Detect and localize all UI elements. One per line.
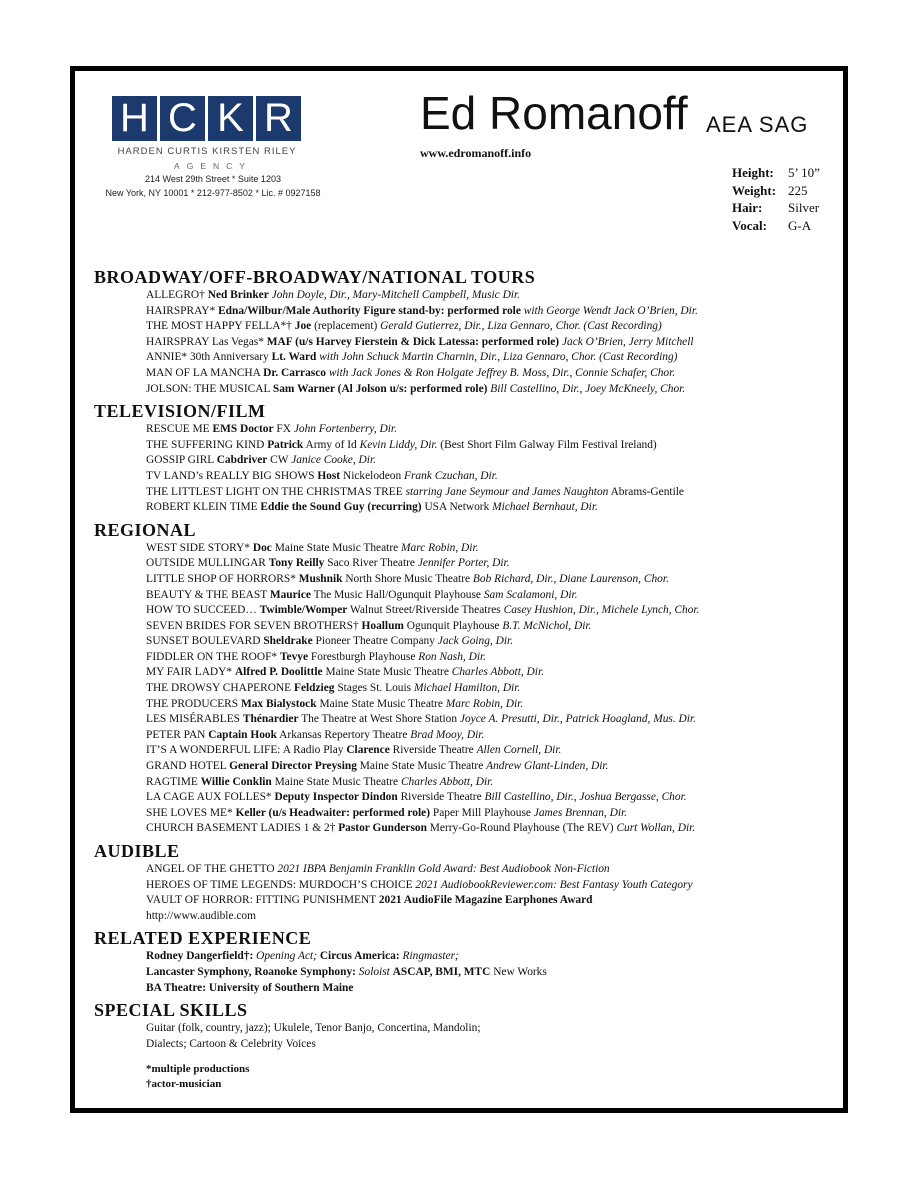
credit-role: Edna/Wilbur/Male Authority Figure stand-by: performed role [218, 304, 521, 317]
credit-detail: Pioneer Theatre Company [315, 635, 435, 648]
credit-title: GRAND HOTEL [146, 760, 227, 773]
credit-entry [146, 878, 834, 894]
credit-role: MAF (u/s Harvey Fierstein & Dick Latessa: performed role) [266, 335, 560, 348]
credit-detail: Maine State Music Theatre [274, 541, 399, 554]
credit-role: Maurice [269, 588, 311, 601]
credit-entry [146, 304, 834, 320]
credit-credits: John Fortenberry, Dir. [293, 423, 397, 436]
logo-letter-h: H [112, 96, 157, 141]
credit-credits: Casey Hushion, Dir., Michele Lynch, Chor. [503, 604, 700, 617]
credit-detail: FX [276, 423, 291, 436]
credit-entry [146, 712, 834, 728]
credit-title: MAN OF LA MANCHA [146, 366, 261, 379]
credit-title: ROBERT KLEIN TIME [146, 501, 258, 514]
credit-detail: Maine State Music Theatre [274, 775, 399, 788]
credit-credits: Jack O’Brien, Jerry Mitchell [561, 335, 694, 348]
credit-credits: Joyce A. Presutti, Dir., Patrick Hoagland, Mus. Dir. [459, 713, 696, 726]
logo-letter-c: C [160, 96, 205, 141]
credit-title: Guitar (folk, country, jazz); Ukulele, Tenor Banjo, Concertina, Mandolin; [146, 1022, 481, 1035]
credit-credits: Curt Wollan, Dir. [616, 822, 696, 835]
agency-address-2: New York, NY 10001 * 212-977-8502 * Lic. # 0927158 [105, 188, 321, 198]
credit-role: Lt. Ward [271, 351, 317, 364]
credit-credits: Sam Scalamoni, Dir. [483, 588, 578, 601]
credit-entry [146, 485, 834, 501]
credit-role: Sheldrake [263, 635, 313, 648]
credit-credits: Allen Cornell, Dir. [476, 744, 562, 757]
credit-entry [146, 366, 834, 382]
credit-detail: The Music Hall/Ogunquit Playhouse [313, 588, 481, 601]
credit-credits: Bill Castellino, Dir., Joey McKneely, Chor. [490, 382, 686, 395]
credit-credits: Brad Mooy, Dir. [410, 728, 485, 741]
credit-extra-role: ASCAP, BMI, MTC [392, 965, 491, 978]
credit-credits: 2021 AudiobookReviewer.com: Best Fantasy Youth Category [415, 878, 693, 891]
credit-credits: John Doyle, Dir., Mary-Mitchell Campbell, Music Dir. [271, 289, 520, 301]
credit-title: HAIRSPRAY* [146, 304, 216, 317]
resume-section [94, 999, 834, 1052]
credit-title: WEST SIDE STORY* [146, 541, 251, 554]
agency-subtitle: AGENCY [174, 161, 252, 171]
credit-role: 2021 AudioFile Magazine Earphones Award [378, 894, 593, 907]
credit-title: SHE LOVES ME* [146, 806, 233, 819]
credit-entry [146, 893, 834, 909]
credit-entry [146, 1021, 834, 1037]
credit-entry [146, 806, 834, 822]
credit-detail: Arkansas Repertory Theatre [279, 728, 408, 741]
credit-extra: New Works [493, 965, 547, 978]
credit-entry [146, 681, 834, 697]
credit-credits: Andrew Glant-Linden, Dir. [486, 760, 609, 773]
credit-title: VAULT OF HORROR: FITTING PUNISHMENT [146, 894, 376, 907]
resume-body [94, 266, 834, 1055]
credit-detail: Nickelodeon [342, 469, 402, 482]
credit-title: ANNIE* 30th Anniversary [146, 351, 269, 364]
credit-title: PETER PAN [146, 728, 206, 741]
credit-detail: USA Network [424, 501, 490, 514]
credit-title: THE SUFFERING KIND [146, 438, 265, 451]
credit-extra: Abrams-Gentile [610, 485, 684, 498]
credit-role: Sam Warner (Al Jolson u/s: performed role) [272, 382, 488, 395]
credit-title: HOW TO SUCCEED… [146, 604, 257, 617]
credit-title: ALLEGRO† [146, 289, 205, 301]
credit-credits: Marc Robin, Dir. [401, 541, 479, 554]
credit-detail: Stages St. Louis [337, 682, 412, 695]
section-title: TELEVISION/FILM [94, 401, 266, 422]
credit-credits: Jennifer Porter, Dir. [417, 557, 510, 570]
credit-detail: Maine State Music Theatre [319, 697, 443, 710]
credit-entry [146, 650, 834, 666]
credit-title: LITTLE SHOP OF HORRORS* [146, 572, 296, 585]
credit-role: Eddie the Sound Guy (recurring) [260, 501, 422, 514]
credit-credits: Michael Hamilton, Dir. [413, 682, 521, 695]
credit-role: Alfred P. Doolittle [234, 666, 323, 679]
credit-role: Ned Brinker [207, 289, 269, 301]
credit-entry [146, 909, 834, 925]
credit-credits: starring Jane Seymour and James Naughton [405, 485, 609, 498]
credit-role: Thénardier [242, 713, 299, 726]
credit-role: Patrick [267, 438, 304, 451]
actor-name: Ed Romanoff [420, 87, 688, 139]
resume-section [94, 840, 834, 924]
credit-credits: Charles Abbott, Dir. [451, 666, 544, 679]
credit-title: GOSSIP GIRL [146, 454, 214, 467]
credit-detail: Saco River Theatre [327, 557, 415, 570]
credit-entry [146, 588, 834, 604]
credit-title: LES MISÉRABLES [146, 713, 240, 726]
credit-detail: Forestburgh Playhouse [310, 650, 416, 663]
credit-role: Feldzieg [293, 682, 335, 695]
section-title: AUDIBLE [94, 841, 180, 861]
credit-detail: Ogunquit Playhouse [406, 619, 500, 632]
credit-entry [146, 759, 834, 775]
credit-entry [146, 572, 834, 588]
footnote: *multiple productions [146, 1063, 250, 1075]
credit-title: OUTSIDE MULLINGAR [146, 557, 266, 570]
credit-title: Dialects; Cartoon & Celebrity Voices [146, 1037, 316, 1050]
credit-role: Mushnik [298, 572, 343, 585]
credit-role: Host [317, 469, 341, 482]
agency-block [88, 96, 338, 199]
credit-entry [146, 438, 834, 454]
credit-detail: Maine State Music Theatre [325, 666, 449, 679]
section-title: BROADWAY/OFF-BROADWAY/NATIONAL TOURS [94, 267, 536, 287]
agency-name: HARDEN CURTIS KIRSTEN RILEY [117, 146, 297, 157]
credit-entry [146, 790, 834, 806]
credit-detail: Riverside Theatre [392, 744, 474, 757]
credit-title: THE LITTLEST LIGHT ON THE CHRISTMAS TREE [146, 485, 403, 498]
credit-title: http://www.audible.com [146, 909, 256, 922]
credit-credits: B.T. McNichol, Dir. [502, 619, 592, 632]
credit-role: Clarence [346, 744, 390, 757]
credit-detail: Riverside Theatre [400, 791, 482, 804]
credit-extra-credits: Ringmaster; [402, 950, 459, 963]
credit-detail: Paper Mill Playhouse [432, 806, 531, 819]
credit-credits: Soloist [358, 965, 390, 978]
credit-title: RESCUE ME [146, 423, 210, 436]
credit-entry [146, 288, 834, 304]
credit-title: HEROES OF TIME LEGENDS: MURDOCH’S CHOICE [146, 878, 413, 891]
credit-entry [146, 1037, 834, 1053]
credit-title: THE DROWSY CHAPERONE [146, 682, 292, 695]
credit-detail: North Shore Music Theatre [345, 572, 471, 585]
credit-credits: Marc Robin, Dir. [445, 697, 524, 710]
credit-credits: Ron Nash, Dir. [418, 650, 487, 663]
credit-title: IT’S A WONDERFUL LIFE: A Radio Play [146, 744, 344, 757]
credit-title: CHURCH BASEMENT LADIES 1 & 2† [146, 822, 336, 835]
credit-title: RAGTIME [146, 775, 198, 788]
credit-role: Pastor Gunderson [338, 822, 427, 835]
stat-vocal: Vocal: G-A [732, 217, 812, 233]
credit-detail: Maine State Music Theatre [359, 760, 484, 773]
website-link[interactable]: www.edromanoff.info [420, 146, 532, 160]
credit-role: Twimble/Womper [259, 604, 348, 617]
credit-credits: Frank Czuchan, Dir. [404, 469, 498, 482]
credit-detail: CW [270, 454, 289, 467]
credit-entry [146, 821, 834, 837]
credit-credits: with George Wendt Jack O’Brien, Dir. [523, 304, 698, 317]
footnote: †actor-musician [146, 1078, 222, 1090]
credit-detail: Army of Id [305, 438, 357, 451]
credit-credits: Bill Castellino, Dir., Joshua Bergasse, Chor. [484, 791, 687, 804]
credit-role: Max Bialystock [240, 697, 317, 710]
credit-credits: Michael Bernhaut, Dir. [492, 501, 598, 514]
credit-credits: Kevin Liddy, Dir. [359, 438, 438, 451]
credit-detail: (replacement) [314, 320, 378, 333]
resume-section [94, 927, 834, 996]
credit-entry [146, 500, 834, 516]
resume-section [94, 400, 834, 516]
credit-title: THE MOST HAPPY FELLA*† [146, 320, 292, 333]
section-title: REGIONAL [94, 519, 197, 540]
credit-entry [146, 382, 834, 398]
credit-role: Rodney Dangerfield†: [146, 950, 254, 963]
resume-section [94, 266, 834, 397]
credit-title: HAIRSPRAY Las Vegas* [146, 335, 264, 348]
credit-entry [146, 981, 834, 997]
credit-role: Willie Conklin [200, 775, 272, 788]
stat-height: Height: 5’ 10” [732, 165, 820, 180]
credit-entry [146, 743, 834, 759]
credit-role: Deputy Inspector Dindon [274, 791, 398, 804]
credit-credits: with Jack Jones & Ron Holgate Jeffrey B. Moss, Dir., Connie Schafer, Chor. [328, 366, 676, 379]
credit-detail: Walnut Street/Riverside Theatres [350, 604, 501, 617]
credit-entry [146, 603, 834, 619]
credit-title: LA CAGE AUX FOLLES* [146, 791, 272, 804]
credit-entry [146, 728, 834, 744]
credit-entry [146, 949, 834, 965]
credit-entry [146, 335, 834, 351]
credit-credits: Gerald Gutierrez, Dir., Liza Gennaro, Chor. (Cast Recording) [380, 320, 662, 333]
credit-entry [146, 697, 834, 713]
credit-extra: (Best Short Film Galway Film Festival Ireland) [440, 438, 657, 451]
credit-entry [146, 965, 834, 981]
credit-title: JOLSON: THE MUSICAL [146, 382, 271, 395]
credit-entry [146, 556, 834, 572]
credit-title: MY FAIR LADY* [146, 666, 233, 679]
resume-section [94, 519, 834, 837]
credit-role: Keller (u/s Headwaiter: performed role) [235, 806, 430, 819]
credit-title: BEAUTY & THE BEAST [146, 588, 267, 601]
credit-entry [146, 775, 834, 791]
credit-role: General Director Preysing [229, 760, 357, 773]
credit-credits: 2021 IBPA Benjamin Franklin Gold Award: Best Audiobook Non-Fiction [277, 863, 610, 875]
logo-letter-r: R [256, 96, 301, 141]
credit-entry [146, 319, 834, 335]
union-affiliations: AEA SAG [706, 112, 809, 137]
credit-credits: Jack Going, Dir. [437, 635, 514, 648]
credit-title: SEVEN BRIDES FOR SEVEN BROTHERS† [146, 619, 359, 632]
credit-role: Captain Hook [208, 728, 277, 741]
credit-title: TV LAND’s REALLY BIG SHOWS [146, 469, 315, 482]
credit-detail: The Theatre at West Shore Station [301, 713, 458, 726]
credit-entry [146, 453, 834, 469]
credit-entry [146, 422, 834, 438]
credit-extra-role: Circus America: [319, 950, 400, 963]
credit-detail: Merry-Go-Round Playhouse (The REV) [429, 822, 614, 835]
credit-credits: Janice Cooke, Dir. [291, 454, 376, 467]
stat-weight: Weight: 225 [732, 182, 808, 198]
credit-credits: with John Schuck Martin Charnin, Dir., Liza Gennaro, Chor. (Cast Recording) [319, 351, 678, 364]
credit-role: BA Theatre: University of Southern Maine [146, 981, 354, 994]
credit-role: Hoallum [361, 619, 404, 632]
credit-entry [146, 469, 834, 485]
credit-role: Joe [294, 320, 312, 333]
credit-entry [146, 862, 834, 878]
credit-role: Tony Reilly [268, 557, 325, 570]
credit-entry [146, 634, 834, 650]
section-title: SPECIAL SKILLS [94, 1000, 248, 1021]
credit-credits: James Brennan, Dir. [533, 806, 628, 819]
agency-address-1: 214 West 29th Street * Suite 1203 [145, 174, 281, 184]
credit-title: THE PRODUCERS [146, 697, 239, 710]
credit-entry [146, 350, 834, 366]
credit-role: Doc [252, 541, 272, 554]
credit-role: EMS Doctor [212, 423, 274, 436]
credit-role: Tevye [279, 650, 309, 663]
credit-entry [146, 665, 834, 681]
credit-credits: Opening Act; [256, 950, 317, 963]
credit-entry [146, 619, 834, 635]
section-title: RELATED EXPERIENCE [94, 928, 312, 949]
agency-logo [112, 96, 338, 141]
credit-entry [146, 541, 834, 557]
physical-stats [732, 164, 820, 234]
footnotes [146, 1062, 249, 1092]
credit-title: ANGEL OF THE GHETTO [146, 863, 275, 875]
credit-role: Lancaster Symphony, Roanoke Symphony: [146, 965, 356, 978]
stat-hair: Hair: Silver [732, 200, 820, 215]
credit-title: FIDDLER ON THE ROOF* [146, 650, 278, 663]
credit-role: Cabdriver [216, 454, 268, 467]
credit-credits: Bob Richard, Dir., Diane Laurenson, Chor. [472, 572, 669, 585]
logo-letter-k: K [208, 96, 253, 141]
credit-role: Dr. Carrasco [263, 366, 326, 379]
credit-credits: Charles Abbott, Dir. [400, 775, 494, 788]
credit-title: SUNSET BOULEVARD [146, 635, 261, 648]
